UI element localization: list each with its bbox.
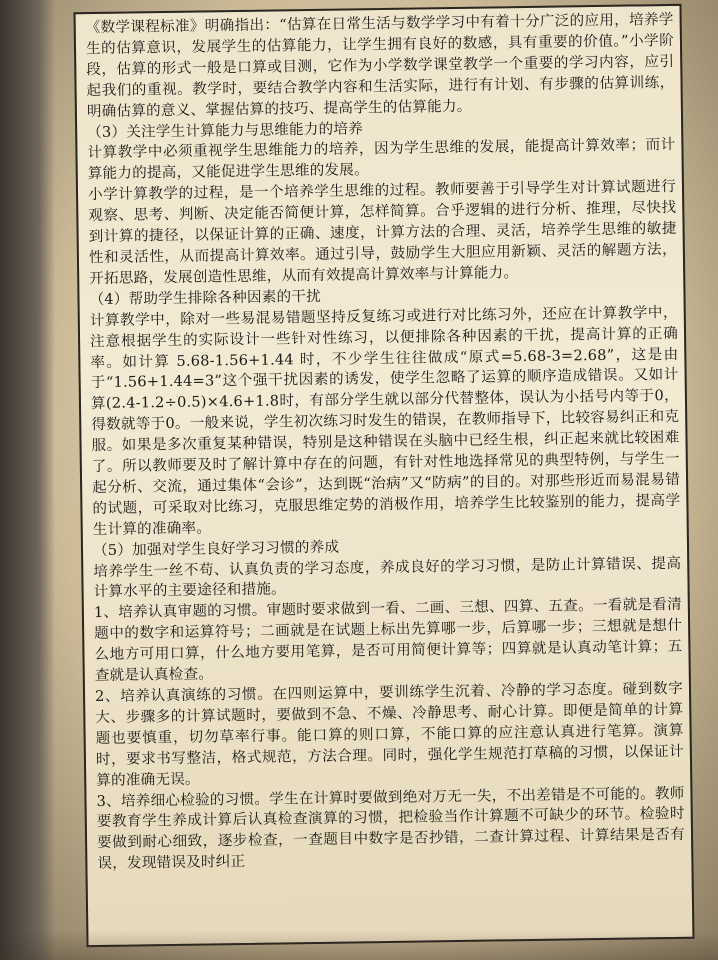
paragraph-habit-1: 1、培养认真审题的习惯。审题时要求做到一看、二画、三想、四算、五查。一看就是看清题中的数字和运算符号；二画就是在试题上标出先算哪一步，后算哪一步；三想就是想什么地方可用口算，什么地方要用笔算，是否可用简便计算等；四算就是认真动笔计算；五查就是认真检查。: [93, 596, 683, 685]
paragraph-habits-intro: 培养学生一丝不苟、认真负责的学习态度，养成良好的学习习惯，是防止计算错误、提高计算水平的主要途径和措施。: [93, 554, 682, 601]
document-page: [74, 4, 695, 947]
photo-background-edge: [0, 0, 55, 960]
section-heading-4: （4）帮助学生排除各种因素的干扰: [89, 287, 322, 308]
paragraph-habit-3: 3、培养细心检验的习惯。学生在计算时要做到绝对万无一失，不出差错是不可能的。教师要教育学生养成计算后认真检查演算的习惯，把检验当作计算题不可缺少的环节。检验时要做到耐心细致，逐步检查，一查题目中数字是否抄错，二查计算过程、计算结果是否有误，发现错误及时纠正: [96, 784, 686, 873]
paragraph-thinking-ability: 计算教学中必须重视学生思维能力的培养，因为学生思维的发展，能提高计算效率；而计算能力的提高，又能促进学生思维的发展。: [87, 136, 676, 183]
paragraph-interference: 计算教学中，除对一些易混易错题坚持反复练习或进行对比练习外，还应在计算教学中，注意根据学生的实际设计一些针对性练习，以便排除各种因素的干扰，提高计算的正确率。如计算 5.68-1.56+1.44 时，不少学生往往做成“原式=5.68-3=2.68”，这是由于“1.56+1.44=3”这个强干扰因素的诱发，使学生忽略了运算的顺序造成错误。又如计算(2.4-1.2÷0.5)×4.6+1.8时，有部分学生就以部分代替整体，误认为小括号内等于0，得数就等于0。一般来说，学生初次练习时发生的错误，在教师指导下，比较容易纠正和克服。如果是多次重复某种错误，特别是这种错误在头脑中已经生根，纠正起来就比较困难了。所以教师要及时了解计算中存在的问题，有针对性地选择常见的典型特例，与学生一起分析、交流，通过集体“会诊”，达到既“治病”又“防病”的目的。对那些形近而易混易错的试题，可采取对比练习，克服思维定势的消极作用，培养学生比较鉴别的能力，提高学生计算的准确率。: [89, 303, 681, 538]
section-heading-3: （3）关注学生计算能力与思维能力的培养: [87, 119, 364, 141]
paragraph-thinking-process: 小学计算教学的过程，是一个培养学生思维的过程。教师要善于引导学生对计算试题进行观察、思考、判断、决定能否简便计算，怎样简算。合乎逻辑的进行分析、推理，尽快找到计算的捷径，以保证计算的正确、速度，计算方法的合理、灵活，培养学生思维的敏捷性和灵活性，从而提高计算效率。通过引导，鼓励学生大胆应用新颖、灵活的解题方法，开拓思路，发展创造性思维，从而有效提高计算效率与计算能力。: [87, 178, 677, 287]
paragraph-estimation-standard: 《数学课程标准》明确指出：“估算在日常生活与数学学习中有着十分广泛的应用，培养学生的估算意识，发展学生的估算能力，让学生拥有良好的数感，具有重要的价值。”小学阶段，估算的形式一般是口算或目测，它作为小学数学课堂教学一个重要的学习内容，应引起我们的重视。教学时，要结合教学内容和生活实际，进行有计划、有步骤的估算训练，明确估算的意义、掌握估算的技巧、提高学生的估算能力。: [85, 10, 675, 120]
section-heading-5: （5）加强对学生良好学习习惯的养成: [92, 538, 340, 559]
photo-bottom-shadow: [0, 930, 718, 960]
paragraph-habit-2: 2、培养认真演练的习惯。在四则运算中，要训练学生沉着、冷静的学习态度。碰到数字大、步骤多的计算试题时，要做到不急、不燥、冷静思考、耐心计算。即便是简单的计算题也要慎重，切勿草率行事。能口算的则口算，不能口算的应注意认真进行笔算。演算时，要求书写整洁，格式规范，方法合理。同时，强化学生规范打草稿的习惯，以保证计算的准确无误。: [94, 679, 684, 789]
document-body: [86, 10, 686, 875]
